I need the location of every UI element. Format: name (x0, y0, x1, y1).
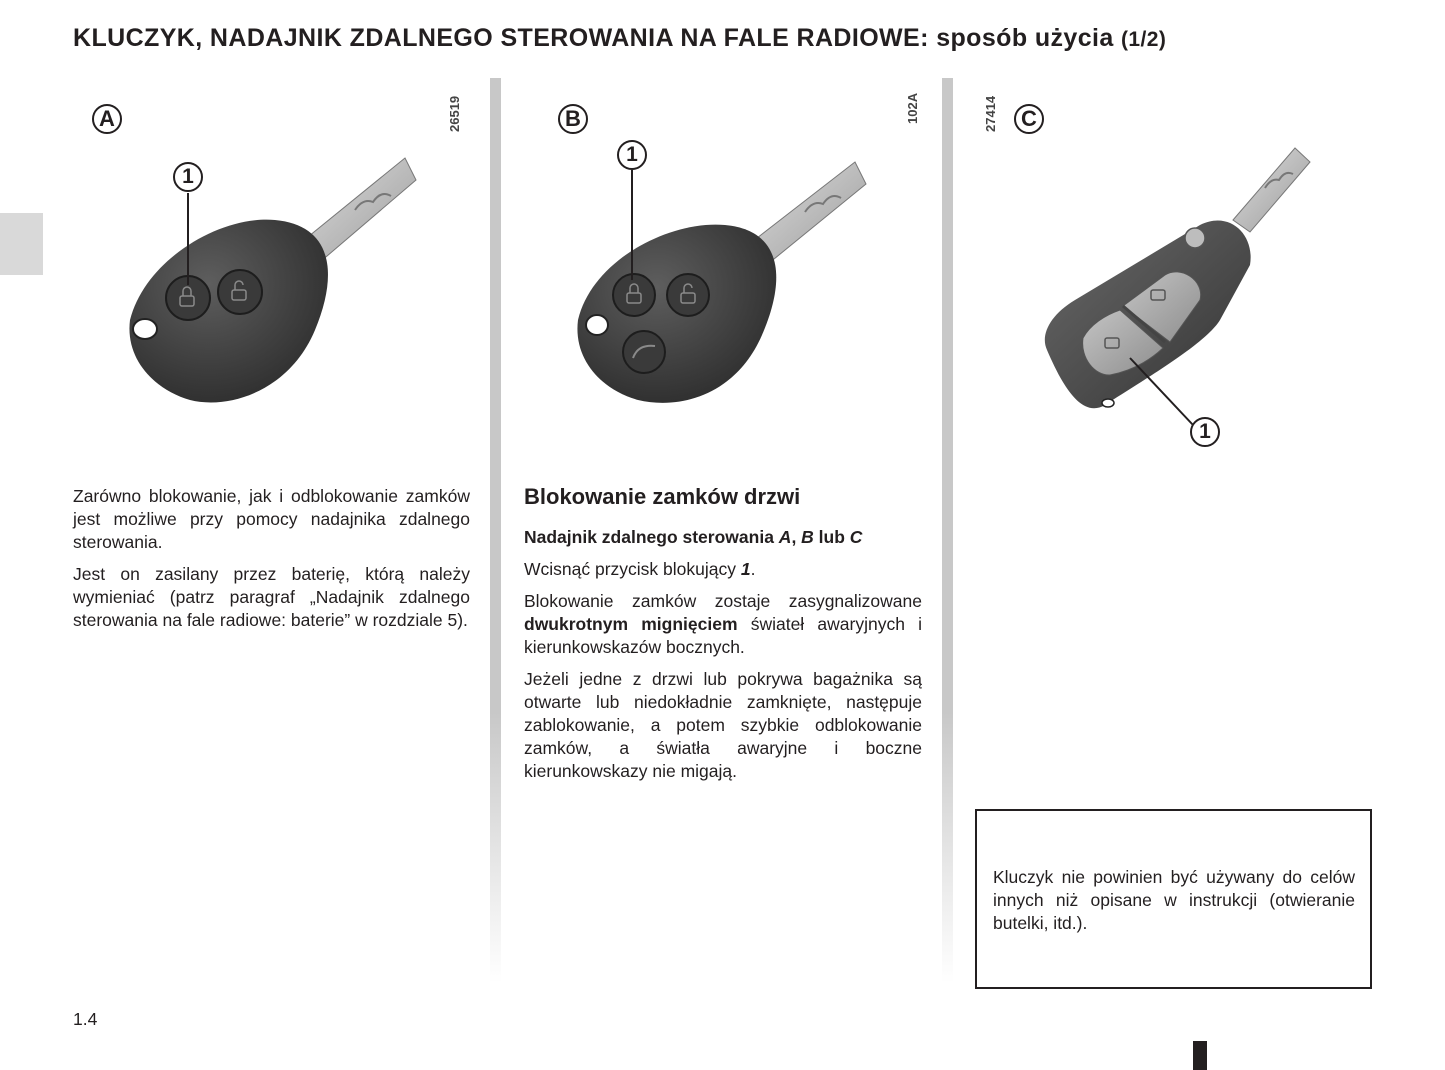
figure-b (520, 80, 930, 440)
paragraph: Wcisnąć przycisk blokujący 1. (524, 559, 756, 579)
key-folding-icon (965, 80, 1375, 460)
callout-1-a: 1 (173, 162, 203, 192)
title-page-part: (1/2) (1121, 28, 1167, 51)
page-title (73, 24, 1166, 53)
callout-1-c: 1 (1190, 417, 1220, 447)
paragraph: Jest on zasilany przez baterię, którą należy wymieniać (patrz paragraf „Nadajnik zdalnego sterowania na fale radiowe: baterie” w rozdziale 5). (73, 564, 470, 630)
chapter-tab (0, 213, 43, 275)
key-two-button-icon (70, 80, 480, 440)
title-main: KLUCZYK, NADAJNIK ZDALNEGO STEROWANIA NA FALE RADIOWE: (73, 24, 929, 52)
figure-label-a: A (92, 104, 122, 134)
section-end-marker (1193, 1041, 1207, 1070)
key-three-button-icon (520, 80, 930, 440)
figure-label-c: C (1014, 104, 1044, 134)
note-text: Kluczyk nie powinien być używany do celów innych niż opisane w instrukcji (otwieranie butelki, itd.). (993, 867, 1355, 933)
figure-label-b: B (558, 104, 588, 134)
figure-code-c: 27414 (983, 95, 998, 132)
column-divider (942, 78, 953, 983)
column-1-text (73, 485, 470, 641)
paragraph: Jeżeli jedne z drzwi lub pokrywa bagażnika są otwarte lub niedokładnie zamknięte, następuje zablokowanie, a potem szybkie odblokowanie zamków, a światła awaryjne i boczne kierunkowskazy nie migają. (524, 669, 922, 781)
section-heading: Blokowanie zamków drzwi (524, 484, 801, 509)
paragraph: Blokowanie zamków zostaje zasygnalizowane dwukrotnym mignięciem świateł awaryjnych i kierunkowskazów bocznych. (524, 591, 922, 657)
figure-a (70, 80, 480, 440)
paragraph: Zarówno blokowanie, jak i odblokowanie zamków jest możliwe przy pomocy nadajnika zdalnego sterowania. (73, 486, 470, 552)
warning-note-box (975, 809, 1372, 989)
figure-code-b: 102A (905, 92, 920, 124)
subheading: Nadajnik zdalnego sterowania A, B lub C (524, 527, 863, 547)
figure-code-a: 26519 (447, 95, 462, 132)
callout-1-b: 1 (617, 140, 647, 170)
page-number: 1.4 (73, 1009, 98, 1029)
column-2-text (524, 485, 922, 792)
figure-c (965, 80, 1375, 460)
column-divider (490, 78, 501, 983)
title-sub: sposób użycia (936, 24, 1114, 52)
